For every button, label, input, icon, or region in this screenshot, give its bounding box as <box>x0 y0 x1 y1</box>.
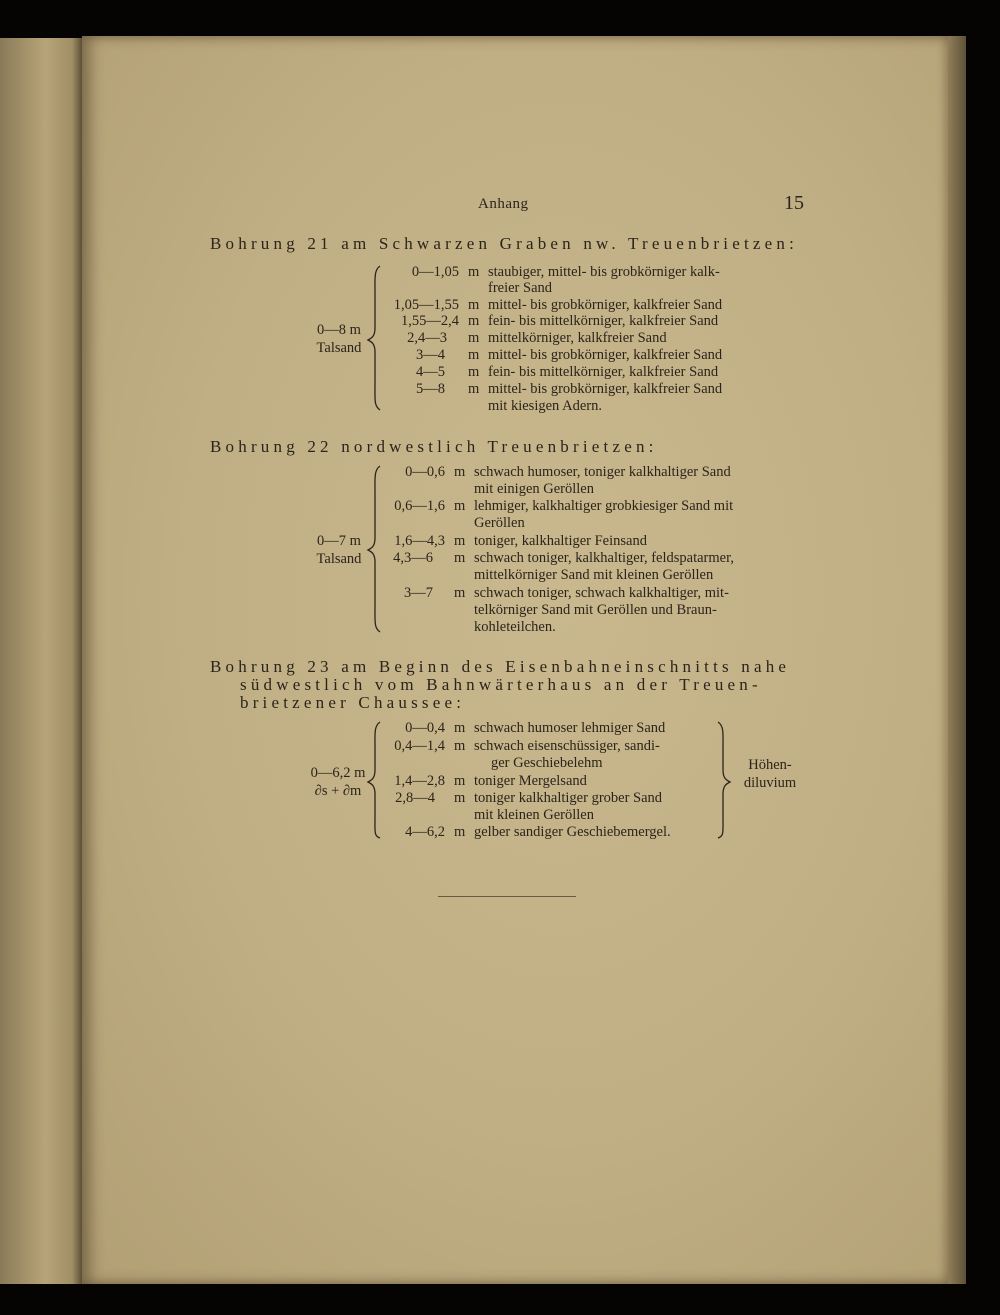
depth: 4—6,2 <box>405 824 445 840</box>
description: fein- bis mittelkörniger, kalkfreier Sand <box>488 364 719 380</box>
unit: m <box>468 381 480 397</box>
bohrung-22-title: Bohrung 22 nordwestlich Treuenbrietzen: <box>210 437 658 456</box>
bohrung-23-formation-line-2: diluvium <box>743 775 797 791</box>
depth: 3—4 <box>416 347 445 363</box>
description: mittel- bis grobkörniger, kalkfreier Sand <box>488 297 723 313</box>
bohrung-21-stratum: Talsand <box>316 340 362 356</box>
bohrung-23-depth-total: 0—6,2 m <box>310 765 366 781</box>
unit: m <box>454 585 466 601</box>
running-head: Anhang <box>478 196 529 212</box>
depth: 4,3—6 <box>393 550 433 566</box>
description: mittel- bis grobkörniger, kalkfreier Sand <box>488 381 723 397</box>
description: mit einigen Geröllen <box>474 481 594 497</box>
bohrung-23-stratum: ∂s + ∂m <box>314 783 362 799</box>
description: fein- bis mittelkörniger, kalkfreier Sand <box>488 313 719 329</box>
unit: m <box>454 773 466 789</box>
bohrung-22-left-label <box>304 532 374 568</box>
depth: 2,8—4 <box>395 790 435 806</box>
bohrung-21-title: Bohrung 21 am Schwarzen Graben nw. Treuenbrietzen: <box>210 234 798 253</box>
unit: m <box>468 330 480 346</box>
unit: m <box>468 347 480 363</box>
bohrung-22-stratum: Talsand <box>316 551 362 567</box>
page-number: 15 <box>784 192 804 214</box>
description: mittelkörniger Sand mit kleinen Geröllen <box>474 567 714 583</box>
depth: 1,55—2,4 <box>401 313 459 329</box>
unit: m <box>454 738 466 754</box>
bohrung-23-right-label <box>730 756 810 792</box>
description: toniger Mergelsand <box>474 773 587 789</box>
description: toniger, kalkhaltiger Feinsand <box>474 533 647 549</box>
page-gutter-shadow <box>948 36 966 1284</box>
depth: 3—7 <box>404 585 433 601</box>
description: ger Geschiebelehm <box>491 755 603 771</box>
bohrung-23-title-line-1: Bohrung 23 am Beginn des Eisenbahneinschnitts nahe <box>210 657 791 676</box>
description: gelber sandiger Geschiebemergel. <box>474 824 671 840</box>
bohrung-23-left-label <box>300 764 376 800</box>
description: lehmiger, kalkhaltiger grobkiesiger Sand mit <box>474 498 734 514</box>
depth: 0—0,6 <box>405 464 445 480</box>
unit: m <box>454 720 466 736</box>
unit: m <box>454 498 466 514</box>
bohrung-21-left-label <box>304 321 374 357</box>
depth: 5—8 <box>416 381 445 397</box>
description: toniger kalkhaltiger grober Sand <box>474 790 663 806</box>
depth: 0,6—1,6 <box>394 498 445 514</box>
unit: m <box>454 550 466 566</box>
closing-rule <box>438 896 576 897</box>
unit: m <box>468 264 480 280</box>
bohrung-22-depth-total: 0—7 m <box>317 533 361 549</box>
description: schwach toniger, kalkhaltiger, feldspatarmer, <box>474 550 734 566</box>
depth: 0,4—1,4 <box>394 738 445 754</box>
description: schwach eisenschüssiger, sandi- <box>474 738 660 754</box>
depth: 1,4—2,8 <box>394 773 445 789</box>
description: schwach humoser lehmiger Sand <box>474 720 666 736</box>
bohrung-23-title-line-2: südwestlich vom Bahnwärterhaus an der Treuen- <box>240 675 762 694</box>
depth: 4—5 <box>416 364 445 380</box>
bohrung-23-formation-line-1: Höhen- <box>748 757 792 773</box>
description: schwach humoser, toniger kalkhaltiger Sand <box>474 464 731 480</box>
depth: 1,6—4,3 <box>394 533 445 549</box>
unit: m <box>454 464 466 480</box>
description: mittel- bis grobkörniger, kalkfreier Sand <box>488 347 723 363</box>
description: mit kleinen Geröllen <box>474 807 594 823</box>
description: telkörniger Sand mit Geröllen und Braun- <box>474 602 717 618</box>
unit: m <box>468 313 480 329</box>
description: freier Sand <box>488 280 553 296</box>
depth: 0—1,05 <box>411 264 459 280</box>
bohrung-23-title-line-3: brietzener Chaussee: <box>240 693 466 712</box>
bohrung-21-depth-total: 0—8 m <box>317 322 361 338</box>
description: kohleteilchen. <box>474 619 556 635</box>
unit: m <box>454 533 466 549</box>
book-page <box>82 36 948 1284</box>
unit: m <box>454 790 466 806</box>
depth: 0—0,4 <box>405 720 445 736</box>
page-header <box>82 192 948 218</box>
description: Geröllen <box>474 515 525 531</box>
unit: m <box>468 364 480 380</box>
description: mit kiesigen Adern. <box>488 398 602 414</box>
description: staubiger, mittel- bis grobkörniger kalk- <box>488 264 720 280</box>
unit: m <box>454 824 466 840</box>
unit: m <box>468 297 480 313</box>
description: schwach toniger, schwach kalkhaltiger, mit- <box>474 585 729 601</box>
facing-page-edge <box>0 38 82 1284</box>
description: mittelkörniger, kalkfreier Sand <box>488 330 667 346</box>
depth: 2,4—3 <box>407 330 447 346</box>
depth: 1,05—1,55 <box>393 297 459 313</box>
